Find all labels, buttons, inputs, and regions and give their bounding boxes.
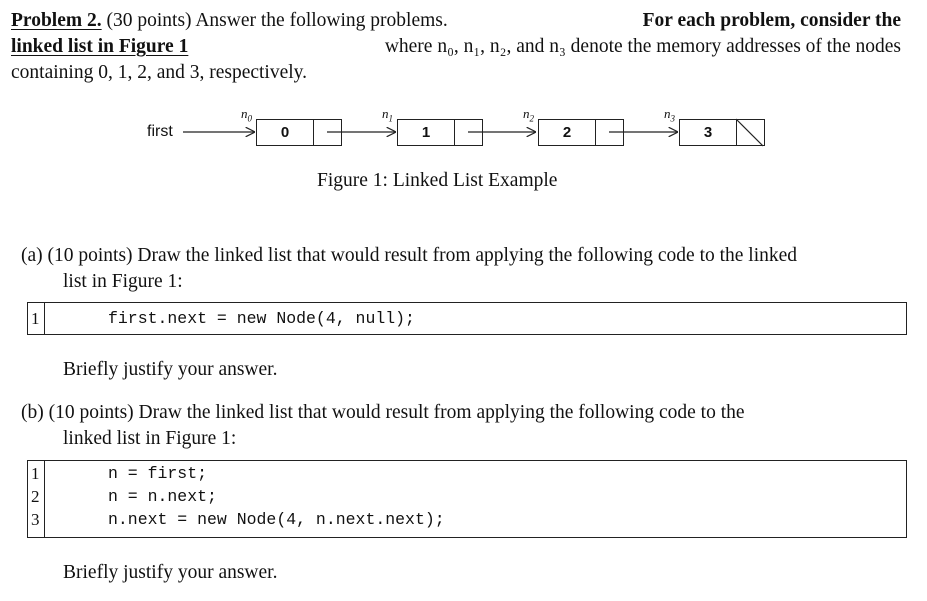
part-b-justify: Briefly justify your answer. bbox=[63, 562, 278, 583]
node-3 bbox=[679, 119, 765, 146]
part-b-code-line-3: n.next = new Node(4, n.next.next); bbox=[108, 510, 445, 529]
part-a-justify: Briefly justify your answer. bbox=[63, 359, 278, 380]
part-b-code-line-1: n = first; bbox=[108, 464, 208, 483]
problem-instruction-rest: where n₀, n₁, n₂, and n₃ denote the memory addresses of the nodes bbox=[384, 36, 901, 57]
node-0-value: 0 bbox=[257, 120, 314, 145]
part-b-line-2: linked list in Figure 1: bbox=[63, 428, 237, 449]
part-a-line-number: 1 bbox=[31, 309, 40, 328]
node-3-value: 3 bbox=[680, 120, 737, 145]
node-1 bbox=[397, 119, 483, 146]
problem-points: (30 points) Answer the following problems. bbox=[106, 10, 448, 31]
node-1-value: 1 bbox=[398, 120, 455, 145]
part-b-line-number-1: 1 bbox=[31, 464, 40, 483]
node-2-address-label: $n_2$ bbox=[523, 106, 534, 124]
problem-header-line-3: containing 0, 1, 2, and 3, respectively. bbox=[11, 62, 308, 83]
node-2-value: 2 bbox=[539, 120, 596, 145]
first-label: first bbox=[147, 123, 173, 140]
part-a-line-2: list in Figure 1: bbox=[63, 271, 183, 292]
problem-heading: Problem 2. bbox=[11, 10, 102, 31]
part-a-code-block bbox=[27, 302, 907, 335]
part-b-line-number-2: 2 bbox=[31, 487, 40, 506]
part-b-code-block bbox=[27, 460, 907, 538]
problem-instruction-bold-1: For each problem, consider the bbox=[642, 10, 901, 31]
node-1-address-label: $n_1$ bbox=[382, 106, 393, 124]
figure-caption: Figure 1: Linked List Example bbox=[317, 170, 558, 191]
part-a-line-1: (a) (10 points) Draw the linked list that would result from applying the following code to the linked bbox=[21, 245, 798, 266]
node-2 bbox=[538, 119, 624, 146]
part-b-code-line-2: n = n.next; bbox=[108, 487, 217, 506]
node-3-address-label: $n_3$ bbox=[664, 106, 675, 124]
part-a-code-line: first.next = new Node(4, null); bbox=[108, 309, 415, 328]
part-b-line-number-3: 3 bbox=[31, 510, 40, 529]
problem-instruction-bold-2: linked list in Figure 1 bbox=[11, 36, 189, 57]
part-b-line-1 bbox=[21, 400, 901, 426]
part-b-line-1-text: (b) (10 points) Draw the linked list that would result from applying the following code to the bbox=[21, 402, 745, 423]
node-0-address-label: $n_0$ bbox=[241, 106, 252, 124]
node-0 bbox=[256, 119, 342, 146]
